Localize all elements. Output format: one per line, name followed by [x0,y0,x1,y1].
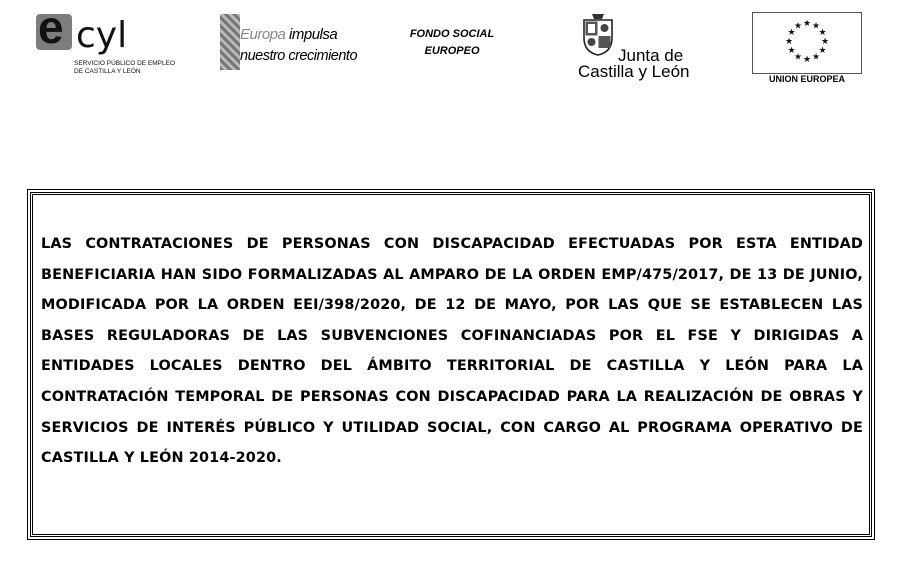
svg-text:★: ★ [793,21,803,32]
union-europea-label: UNION EUROPEA [768,74,845,84]
europa-logo-line2: nuestro crecimiento [240,48,358,64]
svg-text:★: ★ [811,52,821,63]
junta-castilla-leon-logo [576,8,696,84]
fondo-social-europeo-label [396,26,508,60]
svg-text:★: ★ [811,21,821,32]
svg-text:★: ★ [818,46,827,56]
ecyl-logo-wordmark: cyl [76,15,128,56]
svg-text:★: ★ [793,52,803,63]
notice-box [30,192,872,537]
europa-logo-line1 [240,26,337,43]
fse-line2: EUROPEO [424,45,480,57]
union-europea-logo [752,12,862,90]
europa-impulsa-logo [218,14,358,72]
fse-line1: FONDO SOCIAL [409,28,495,40]
svg-text:★: ★ [818,28,827,38]
junta-line2: Castilla y León [578,62,690,81]
junta-line1: Junta de [618,46,684,65]
europa-word: Europa [240,26,286,43]
coat-of-arms-icon [582,12,614,56]
europa-flag-icon [220,14,240,70]
impulsa-word: impulsa [289,26,338,43]
ecyl-logo [36,1,186,82]
svg-text:★: ★ [802,19,812,29]
ecyl-subtitle-line1: SERVICIO PÚBLICO DE EMPLEO [74,60,176,67]
eu-flag-icon [752,12,862,74]
ecyl-subtitle-line2: DE CASTILLA Y LEÓN [74,68,141,75]
svg-text:★: ★ [820,37,830,47]
svg-text:★: ★ [787,28,796,38]
ecyl-logo-e: e [38,1,64,53]
notice-text: LAS CONTRATACIONES DE PERSONAS CON DISCAPACIDAD EFECTUADAS POR ESTA ENTIDAD BENEFICIARIA HAN SIDO FORMALIZADAS AL AMPARO DE LA ORDEN EMP/475/2017, DE 13 DE JUNIO, MODIFICADA POR LA ORDEN EEI/398/2020, DE 12 DE MAYO, POR LAS QUE SE ESTABLECEN LAS BASES REGULADORAS DE LAS SUBVENCIONES COFINANCIADAS POR EL FSE Y DIRIGIDAS A ENTIDADES LOCALES DENTRO DEL ÁMBITO TERRITORIAL DE CASTILLA Y LEÓN PARA LA CONTRATACIÓN TEMPORAL DE PERSONAS CON DISCAPACIDAD PARA LA REALIZACIÓN DE OBRAS Y SERVICIOS DE INTERÉS PÚBLICO Y UTILIDAD SOCIAL, CON CARGO AL PROGRAMA OPERATIVO DE CASTILLA Y LEÓN 2014-2020. [41,236,863,467]
svg-text:★: ★ [787,46,796,56]
svg-text:★: ★ [802,55,812,65]
svg-text:★: ★ [784,37,794,47]
